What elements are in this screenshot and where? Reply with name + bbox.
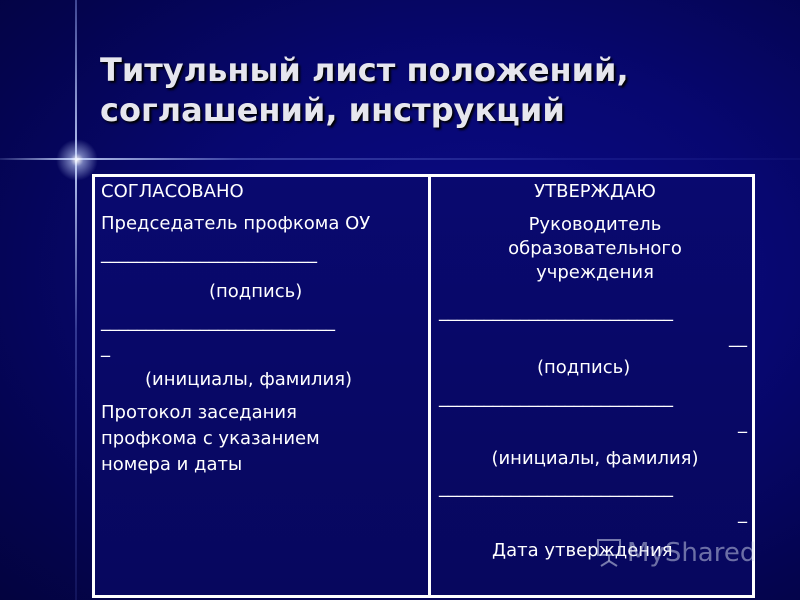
right-date-line-dash: _ xyxy=(738,503,747,524)
right-initials-line-dash: _ xyxy=(738,413,747,434)
right-role-line-3: учреждения xyxy=(536,262,654,283)
decorative-horizontal-line xyxy=(0,158,800,160)
table-column-divider xyxy=(428,177,431,595)
left-signature-caption: (подпись) xyxy=(209,281,303,302)
decorative-vertical-line xyxy=(75,0,77,600)
left-protocol-line-2: профкома с указанием xyxy=(101,428,320,449)
approval-table xyxy=(92,174,755,598)
watermark-text: MyShared xyxy=(627,538,757,568)
presentation-icon xyxy=(595,537,623,567)
left-protocol-line-1: Протокол заседания xyxy=(101,402,297,423)
right-initials-caption: (инициалы, фамилия) xyxy=(491,448,699,469)
left-initials-line: __________________________ xyxy=(101,311,335,332)
left-initials-line-dash: _ xyxy=(101,337,110,358)
left-role: Председатель профкома ОУ xyxy=(101,213,371,234)
watermark xyxy=(595,537,756,568)
right-role-line-2: образовательного xyxy=(508,238,682,259)
right-date-line: __________________________ xyxy=(439,477,673,498)
left-signature-line: ________________________ xyxy=(101,243,317,264)
left-initials-caption: (инициалы, фамилия) xyxy=(145,369,353,390)
right-initials-line: __________________________ xyxy=(439,387,673,408)
right-signature-line: __________________________ xyxy=(439,301,673,322)
slide-title-line-2: соглашений, инструкций xyxy=(100,91,565,129)
right-heading: УТВЕРЖДАЮ xyxy=(534,181,656,202)
right-date-caption: Дата утверждения xyxy=(492,540,673,561)
slide-title-line-1: Титульный лист положений, xyxy=(100,51,629,89)
right-role-line-1: Руководитель xyxy=(528,214,662,235)
left-column-agreed xyxy=(101,177,419,595)
right-column-approved xyxy=(439,177,751,595)
left-heading: СОГЛАСОВАНО xyxy=(101,181,244,202)
slide-title xyxy=(100,50,780,130)
right-signature-line-dash: __ xyxy=(729,327,747,348)
right-signature-caption: (подпись) xyxy=(537,357,631,378)
left-protocol-line-3: номера и даты xyxy=(101,454,243,475)
